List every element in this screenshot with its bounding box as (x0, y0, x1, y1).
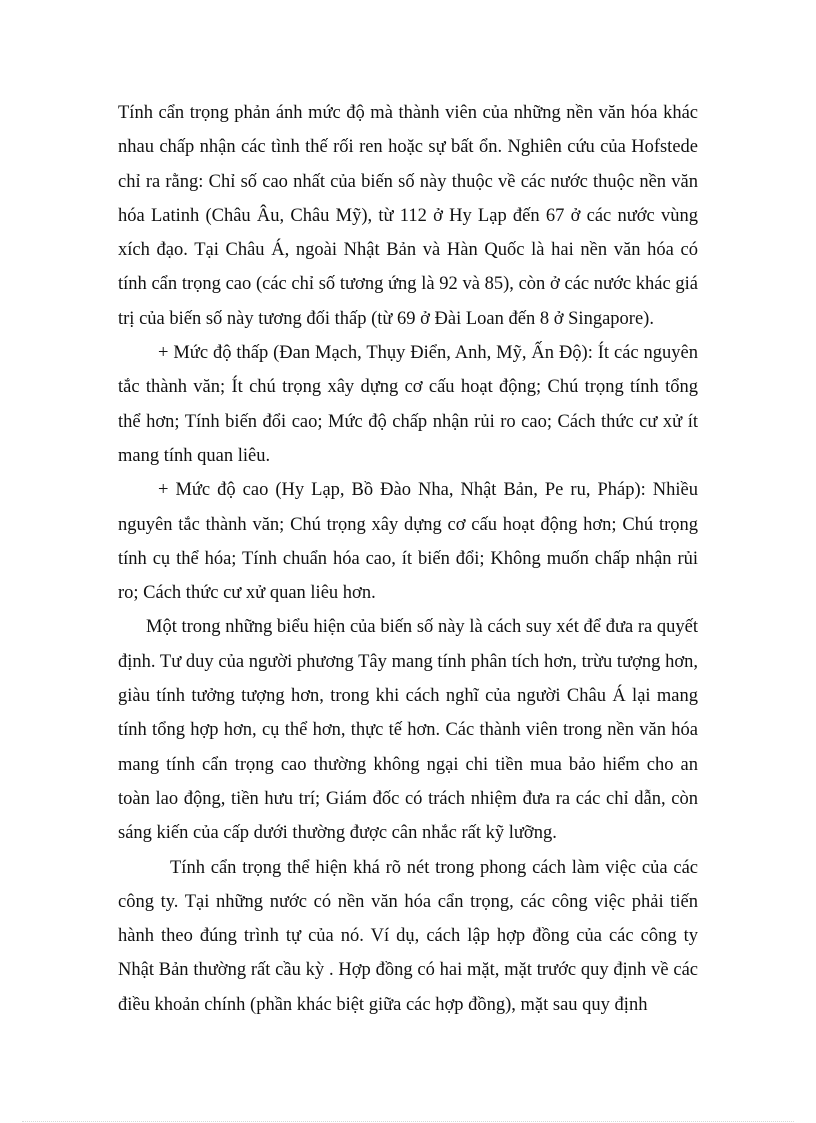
paragraph-low-level-bullet: + Mức độ thấp (Đan Mạch, Thụy Điển, Anh, Mỹ, Ấn Độ): Ít các nguyên tắc thành văn; Ít chú trọng xây dựng cơ cấu hoạt động; Chú trọng tính tổng thể hơn; Tính biến đổi cao; Mức độ chấp nhận rủi ro cao; Cách thức cư xử ít mang tính quan liêu. (118, 343, 698, 466)
paragraph-decision-making: Một trong những biểu hiện của biến số này là cách suy xét để đưa ra quyết định. Tư duy của người phương Tây mang tính phân tích hơn, trừu tượng hơn, giàu tính tưởng tượng hơn, trong khi cách nghĩ của người Châu Á lại mang tính tổng hợp hơn, cụ thể hơn, thực tế hơn. Các thành viên trong nền văn hóa mang tính cẩn trọng cao thường không ngại chi tiền mua bảo hiểm cho an toàn lao động, tiền hưu trí; Giám đốc có trách nhiệm đưa ra các chỉ dẫn, còn sáng kiến của cấp dưới thường được cân nhắc rất kỹ lưỡng. (118, 617, 698, 844)
document-body (118, 96, 698, 1022)
paragraph-high-level-bullet: + Mức độ cao (Hy Lạp, Bồ Đào Nha, Nhật Bản, Pe ru, Pháp): Nhiều nguyên tắc thành văn; Chú trọng xây dựng cơ cấu hoạt động hơn; Chú trọng tính cụ thể hóa; Tính chuẩn hóa cao, ít biến đổi; Không muốn chấp nhận rủi ro; Cách thức cư xử quan liêu hơn. (118, 480, 698, 604)
paragraph-uncertainty-definition: Tính cẩn trọng phản ánh mức độ mà thành viên của những nền văn hóa khác nhau chấp nhận các tình thế rối ren hoặc sự bất ổn. Nghiên cứu của Hofstede chỉ ra rằng: Chỉ số cao nhất của biến số này thuộc về các nước thuộc nền văn hóa Latinh (Châu Âu, Châu Mỹ), từ 112 ở Hy Lạp đến 67 ở các nước vùng xích đạo. Tại Châu Á, ngoài Nhật Bản và Hàn Quốc là hai nền văn hóa có tính cẩn trọng cao (các chỉ số tương ứng là 92 và 85), còn ở các nước khác giá trị của biến số này tương đối thấp (từ 69 ở Đài Loan đến 8 ở Singapore). (118, 103, 698, 329)
page-bottom-edge (22, 1121, 794, 1122)
paragraph-company-style: Tính cẩn trọng thể hiện khá rõ nét trong phong cách làm việc của các công ty. Tại những nước có nền văn hóa cẩn trọng, các công việc phải tiến hành theo đúng trình tự của nó. Ví dụ, cách lập hợp đồng của các công ty Nhật Bản thường rất cầu kỳ . Hợp đồng có hai mặt, mặt trước quy định về các điều khoản chính (phần khác biệt giữa các hợp đồng), mặt sau quy định (118, 857, 698, 1015)
